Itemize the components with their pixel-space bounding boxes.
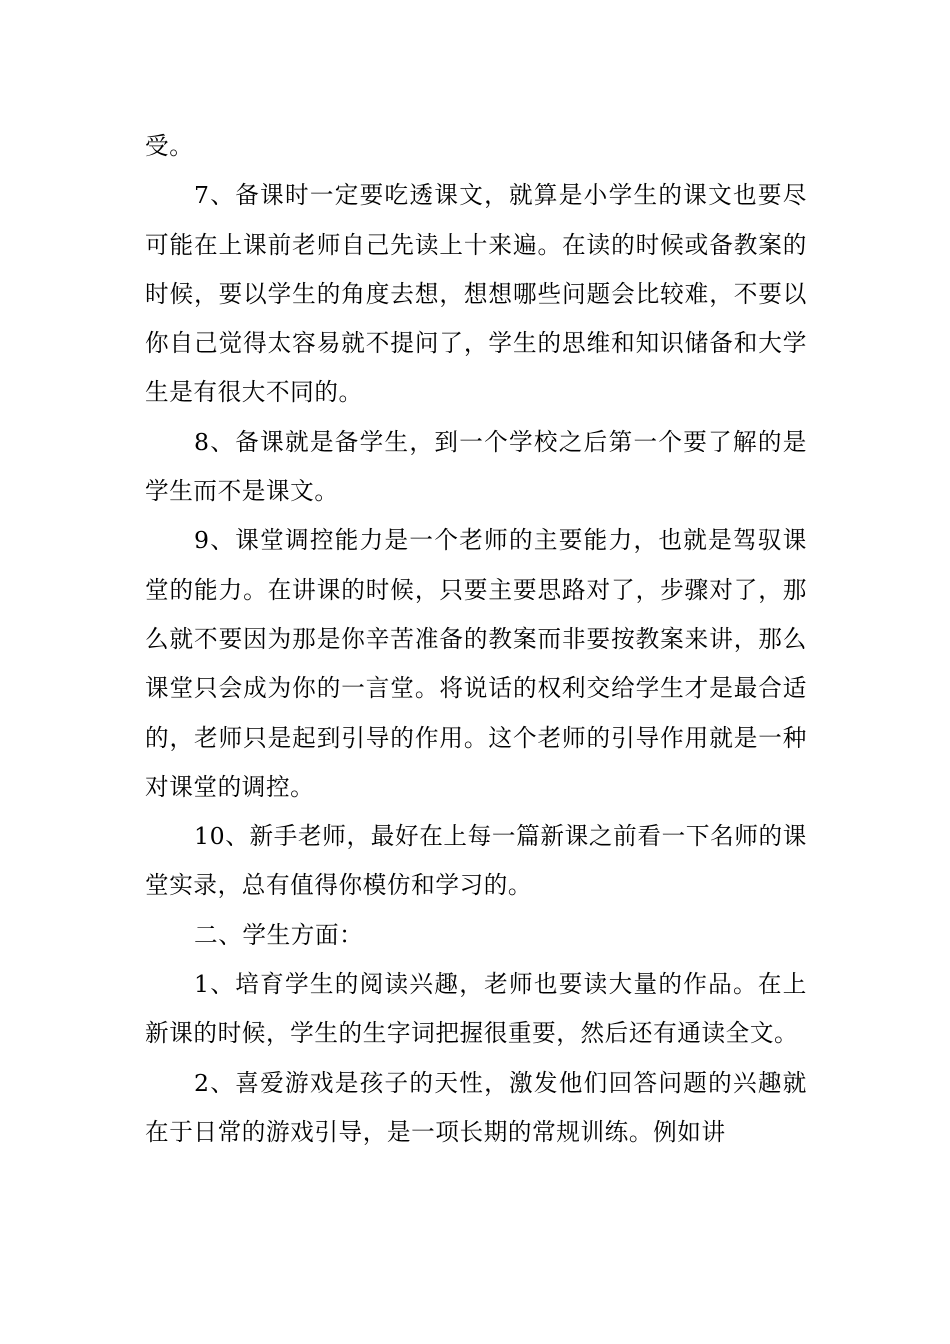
paragraph-item-7: 7、备课时一定要吃透课文，就算是小学生的课文也要尽可能在上课前老师自己先读上十来遍。在读的时候或备教案的时候，要以学生的角度去想，想想哪些问题会比较难，不要以你自己觉得太容易就不提问了，学生的思维和知识储备和大学生是有很大不同的。	[145, 181, 807, 407]
section-heading-students: 二、学生方面：	[194, 920, 364, 949]
paragraph-item-9: 9、课堂调控能力是一个老师的主要能力，也就是驾驭课堂的能力。在讲课的时候，只要主要思路对了，步骤对了，那么就不要因为那是你辛苦准备的教案而非要按教案来讲，那么课堂只会成为你的一言堂。将说话的权利交给学生才是最合适的，老师只是起到引导的作用。这个老师的引导作用就是一种对课堂的调控。	[145, 526, 807, 801]
paragraph-student-item-1: 1、培育学生的阅读兴趣，老师也要读大量的作品。在上新课的时候，学生的生字词把握很重要，然后还有通读全文。	[145, 970, 807, 1048]
paragraph-continuation: 受。	[145, 132, 194, 160]
document-page	[145, 122, 807, 1157]
paragraph-item-8: 8、备课就是备学生，到一个学校之后第一个要了解的是学生而不是课文。	[145, 427, 807, 506]
paragraph-item-10: 10、新手老师，最好在上每一篇新课之前看一下名师的课堂实录，总有值得你模仿和学习的。	[145, 822, 807, 900]
paragraph-student-item-2: 2、喜爱游戏是孩子的天性，激发他们回答问题的兴趣就在于日常的游戏引导，是一项长期的常规训练。例如讲	[145, 1068, 807, 1146]
